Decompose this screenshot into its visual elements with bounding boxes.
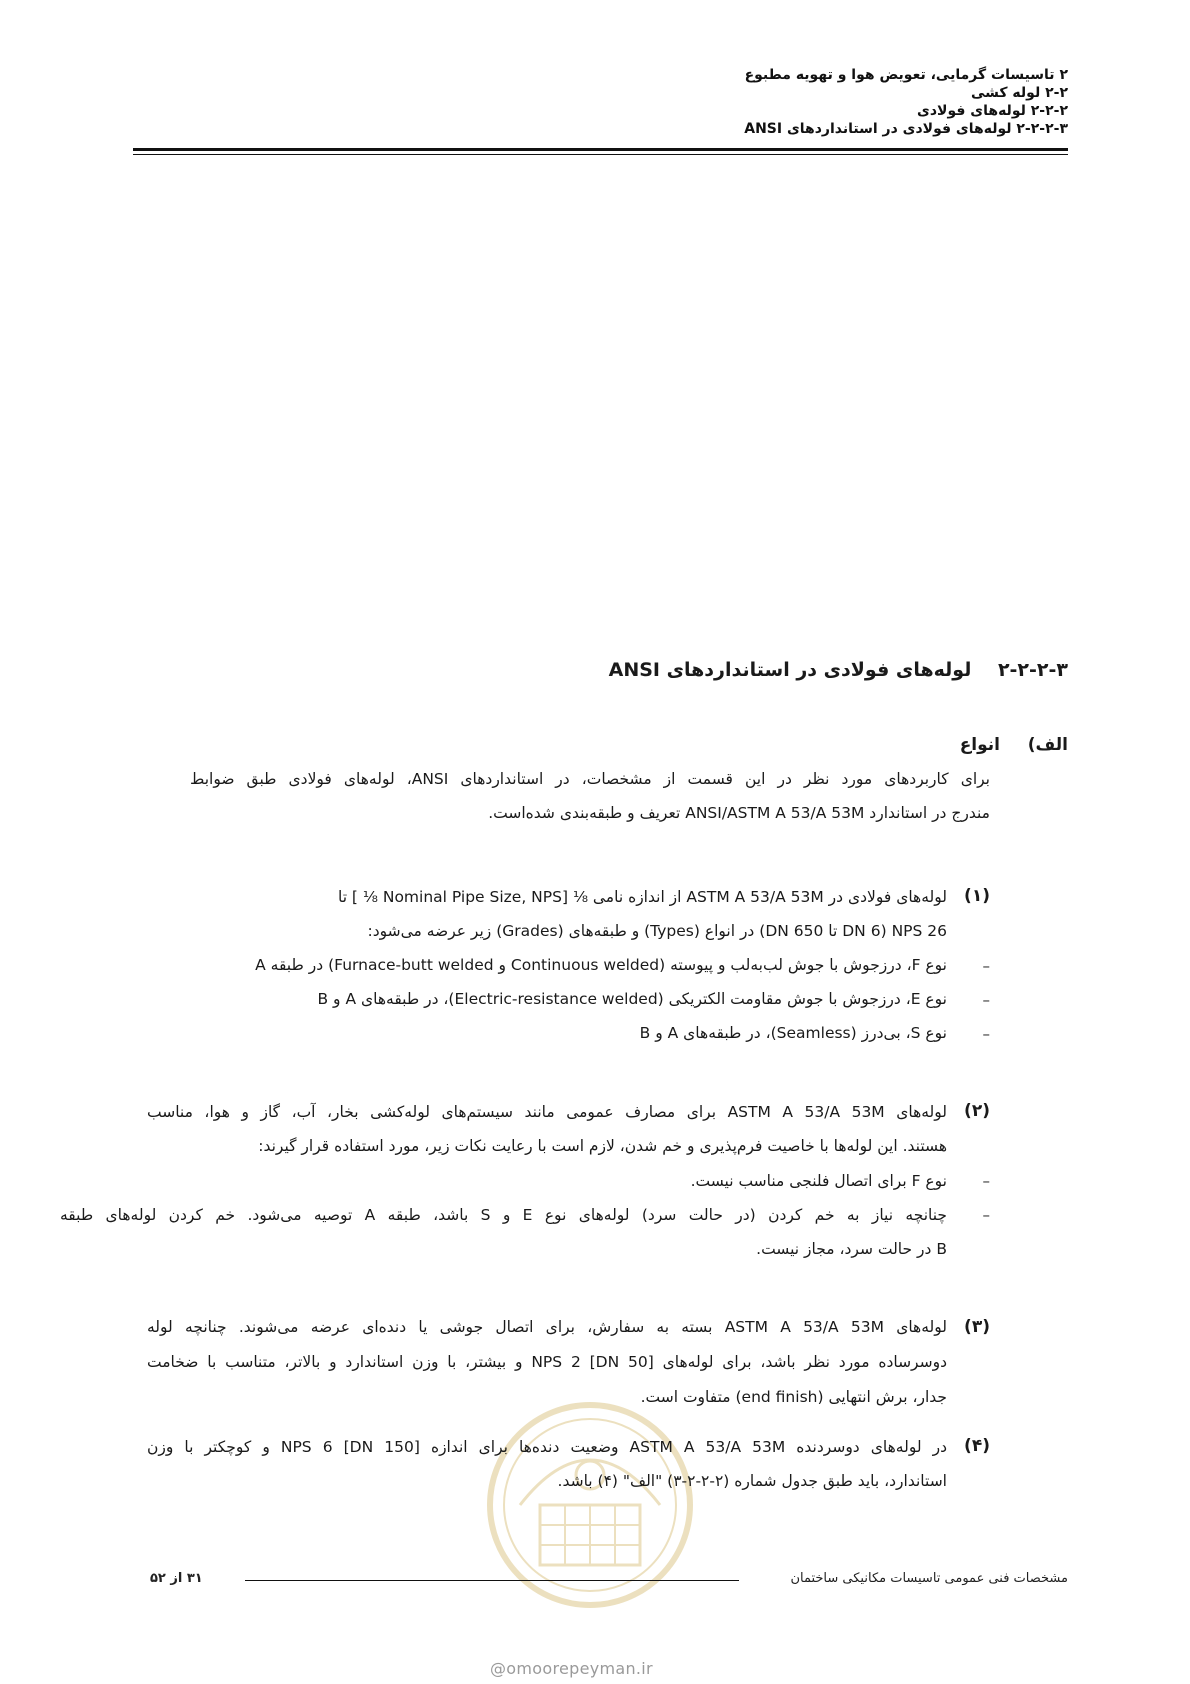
item-1-bullet-1: نوع F، درزجوش با جوش لب‌به‌لب و پیوسته (Continuous welded و Furnace-butt welded) در طبقه A <box>255 956 947 974</box>
section-title-text: لوله‌های فولادی در استانداردهای ANSI <box>608 659 972 681</box>
sub-a-para-line-1: برای کاربردهای مورد نظر در این قسمت از مشخصات، در استانداردهای ANSI، لوله‌های فولادی طبق ضوابط <box>190 770 991 788</box>
item-4-line-1: در لوله‌های دوسردنده ASTM A 53/A 53M وضعیت دنده‌ها برای اندازه NPS 6 [DN 150] و کوچکتر با وزن <box>147 1438 947 1456</box>
header-line-3: ۲-۲-۲ لوله‌های فولادی <box>917 103 1068 119</box>
item-3-label: (۳) <box>964 1317 990 1337</box>
watermark-site: @omoorepeyman.ir <box>490 1659 653 1678</box>
item-1-bullet-3: نوع S، بی‌درز (Seamless)، در طبقه‌های A و B <box>639 1024 947 1042</box>
item-2-bullet-2-line-2: B در حالت سرد، مجاز نیست. <box>756 1240 947 1258</box>
bullet-dash: – <box>982 1025 990 1043</box>
bullet-dash: – <box>982 1206 990 1224</box>
item-4-line-2: استاندارد، باید طبق جدول شماره (۲-۲-۲-۳) "الف" (۴) باشد. <box>557 1472 947 1490</box>
footer-rule <box>245 1580 739 1581</box>
item-1-bullet-2: نوع E، درزجوش با جوش مقاومت الکتریکی (Electric-resistance welded)، در طبقه‌های A و B <box>317 990 947 1008</box>
sub-a-para-line-2: مندرج در استاندارد ANSI/ASTM A 53/A 53M تعریف و طبقه‌بندی شده‌است. <box>488 804 990 822</box>
item-2-bullet-2-line-1: چنانچه نیاز به خم کردن (در حالت سرد) لوله‌های نوع E و S باشد، طبقه A توصیه می‌شود. خم کردن لوله‌های طبقه <box>60 1206 947 1224</box>
section-title <box>168 657 1068 683</box>
sub-a-title: انواع <box>959 735 1000 755</box>
bullet-dash: – <box>982 991 990 1009</box>
header-line-2: ۲-۲ لوله کشی <box>971 85 1068 101</box>
item-2-line-1: لوله‌های ASTM A 53/A 53M برای مصارف عمومی مانند سیستم‌های لوله‌کشی بخار، آب، گاز و هوا، مناسب <box>147 1103 948 1121</box>
item-3-line-3: جدار، برش انتهایی (end finish) متفاوت است. <box>640 1388 947 1406</box>
item-1-line-2: NPS 26 (DN 6 تا DN 650) در انواع (Types) و طبقه‌های (Grades) زیر عرضه می‌شود: <box>367 922 947 940</box>
bullet-dash: – <box>982 957 990 975</box>
item-2-bullet-1: نوع F برای اتصال فلنجی مناسب نیست. <box>690 1172 947 1190</box>
watermark-seal-icon <box>480 1395 700 1615</box>
footer-page-number: ۳۱ از ۵۲ <box>150 1571 203 1586</box>
item-2-line-2: هستند. این لوله‌ها با خاصیت فرم‌پذیری و خم شدن، لازم است با رعایت نکات زیر، مورد استفاده قرار گیرند: <box>258 1137 947 1155</box>
item-1-label: (۱) <box>964 886 990 906</box>
header-line-1: ۲ تاسیسات گرمایی، تعویض هوا و تهویه مطبوع <box>744 67 1068 83</box>
item-1-line-1: لوله‌های فولادی در ASTM A 53/A 53M از اندازه نامی ⅛ [Nominal Pipe Size, NPS ⅛ ] تا <box>337 888 947 906</box>
section-number: ۲-۲-۲-۳ <box>997 659 1068 681</box>
header-rule-thin <box>133 154 1068 155</box>
item-2-label: (۲) <box>964 1101 990 1121</box>
item-4-label: (۴) <box>964 1436 990 1456</box>
footer-doc-title: مشخصات فنی عمومی تاسیسات مکانیکی ساختمان <box>790 1571 1068 1586</box>
item-3-line-2: دوسرساده مورد نظر باشد، برای لوله‌های NPS 2 [DN 50] و بیشتر، با وزن استاندارد و بالاتر، متناسب با ضخامت <box>147 1353 947 1371</box>
item-3-line-1: لوله‌های ASTM A 53/A 53M بسته به سفارش، برای اتصال جوشی یا دنده‌ای عرضه می‌شوند. چنانچه لوله <box>147 1318 947 1336</box>
header-rule-thick <box>133 148 1068 151</box>
header-line-4: ۲-۲-۲-۳ لوله‌های فولادی در استانداردهای ANSI <box>744 121 1068 137</box>
bullet-dash: – <box>982 1172 990 1190</box>
sub-a-label: الف) <box>1027 735 1068 755</box>
